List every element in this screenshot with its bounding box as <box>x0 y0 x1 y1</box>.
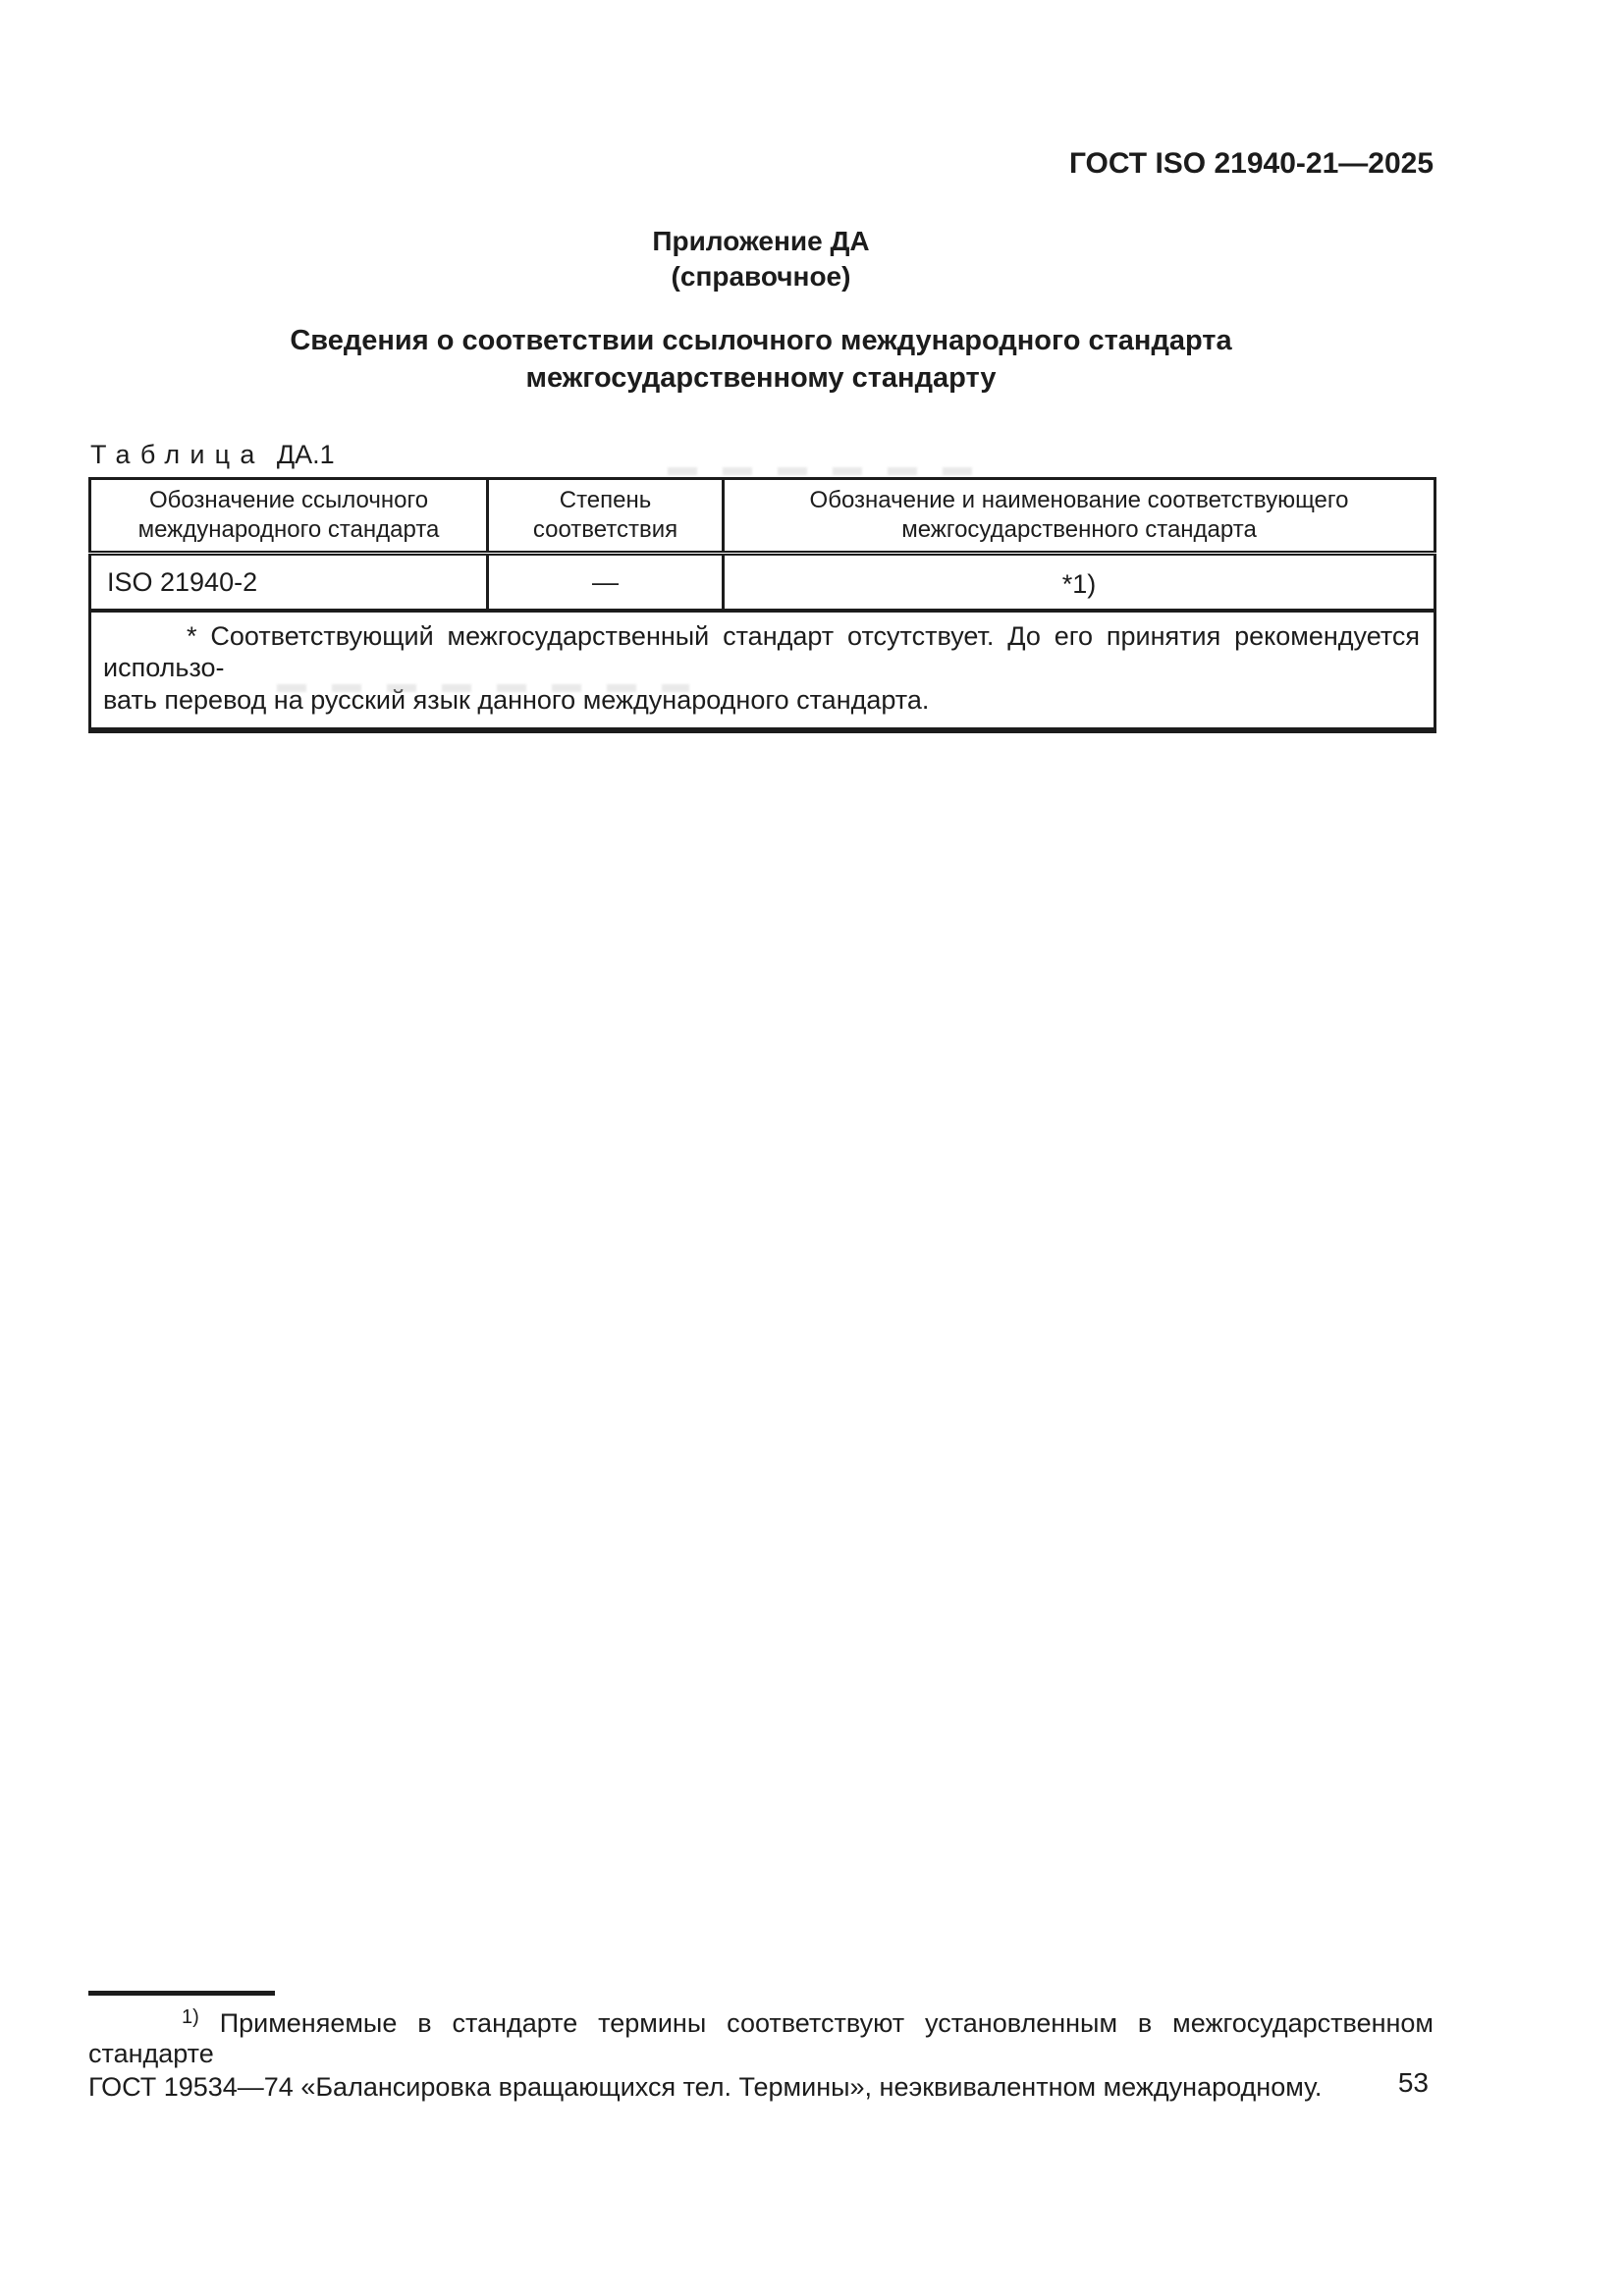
table-footnote-row <box>90 611 1435 730</box>
page-footnote-line-2: ГОСТ 19534—74 «Балансировка вращающихся тел. Термины», неэквивалентном международному. <box>88 2072 1323 2102</box>
page-title-line-2: межгосударственному стандарту <box>525 362 997 394</box>
page-number: 53 <box>1397 2067 1429 2098</box>
column-header-corresponding-standard: Обозначение и наименование соответствующего межгосударственного стандарта <box>724 479 1435 554</box>
table-caption <box>90 440 335 470</box>
appendix-heading: Приложение ДА <box>652 226 870 256</box>
page-title <box>88 322 1434 397</box>
page-footnote-text-1: Применяемые в стандарте термины соответствуют установленным в межгосударственном стандарте <box>88 2008 1434 2068</box>
cell-corresponding-ref: *1) <box>724 554 1435 612</box>
page-footnote <box>88 1991 1434 2103</box>
standard-reference-header: ГОСТ ISO 21940-21—2025 <box>1068 147 1434 180</box>
page-title-line-1: Сведения о соответствии ссылочного международного стандарта <box>290 325 1232 356</box>
table-caption-word: Таблица <box>90 440 265 469</box>
column-header-reference-standard: Обозначение ссылочного международного стандарта <box>90 479 488 554</box>
table-footnote-line-2: вать перевод на русский язык данного международного стандарта. <box>103 685 930 715</box>
table-caption-number: ДА.1 <box>276 440 335 469</box>
table-footnote-cell <box>90 611 1435 730</box>
appendix-heading-block <box>88 224 1434 294</box>
cell-degree: — <box>488 554 724 612</box>
correspondence-table <box>88 477 1436 733</box>
table-footnote-line-1: * Соответствующий межгосударственный стандарт отсутствует. До его принятия рекомендуется использо- <box>103 621 1420 682</box>
table-row <box>90 554 1435 612</box>
appendix-subheading: (справочное) <box>671 261 851 292</box>
table-header-row <box>90 479 1435 554</box>
column-header-degree: Степень соответствия <box>488 479 724 554</box>
cell-reference-standard: ISO 21940-2 <box>90 554 488 612</box>
footnote-marker: 1) <box>182 2006 199 2028</box>
page-footnote-line-1 <box>88 2008 1434 2069</box>
footnote-separator-rule <box>88 1991 275 1996</box>
scan-bleedthrough-artifact <box>668 467 972 475</box>
